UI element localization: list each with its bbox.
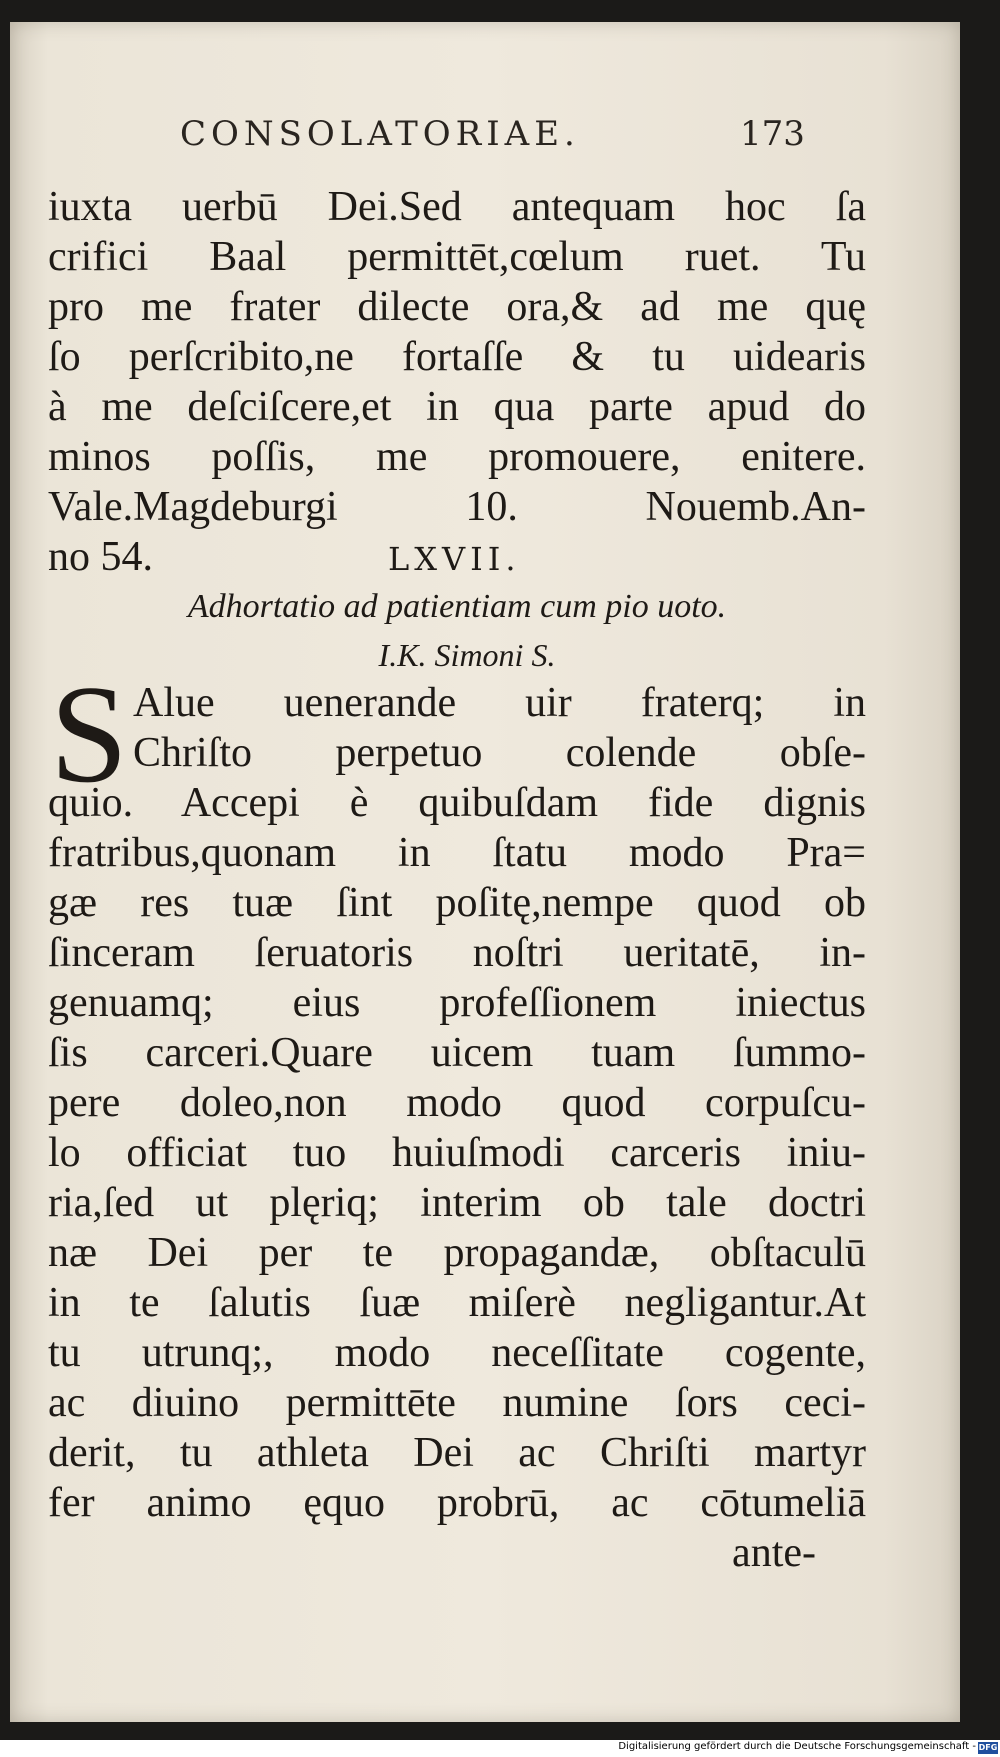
text-line: fratribus,quonam in ſtatu modo Pra= [48, 830, 866, 876]
catchword: ante- [732, 1530, 816, 1576]
text-line: fer animo ęquo probrū, ac cōtumeliā [48, 1480, 866, 1526]
text-line: ſinceram ſeruatoris noſtri ueritatē, in- [48, 930, 866, 976]
text-line: næ Dei per te propagandæ, obſtaculū [48, 1230, 866, 1276]
text-line: pro me frater dilecte ora,& ad me quę [48, 284, 866, 330]
text-line: Alue uenerande uir fraterq; in [133, 680, 866, 726]
dfg-logo-icon: DFG [978, 1743, 998, 1752]
text-line: crifici Baal permittēt,cœlum ruet. Tu [48, 234, 866, 280]
closing-date: no 54. [48, 534, 153, 580]
text-line: genuamq; eius profeſſionem iniectus [48, 980, 866, 1026]
drop-cap: S [50, 657, 128, 812]
page-header [10, 114, 960, 164]
text-line: Vale.Magdeburgi 10. Nouemb.An- [48, 484, 866, 530]
text-line: ſo perſcribito,ne fortaſſe & tu uidearis [48, 334, 866, 380]
text-line: in te ſalutis ſuæ miſerè negligantur.At [48, 1280, 866, 1326]
text-line: derit, tu athleta Dei ac Chriſti martyr [48, 1430, 866, 1476]
salutation: I.K. Simoni S. [378, 637, 556, 673]
closing-row [48, 532, 866, 582]
text-line: ſis carceri.Quare uicem tuam ſummo- [48, 1030, 866, 1076]
text-line: lo officiat tuo huiuſmodi carceris iniu- [48, 1130, 866, 1176]
book-page [10, 22, 960, 1722]
text-block [48, 182, 866, 1578]
text-line: à me deſciſcere,et in qua parte apud do [48, 384, 866, 430]
text-line: quio. Accepi è quibuſdam fide dignis [48, 780, 866, 826]
footer [0, 1740, 1000, 1757]
page-number: 173 [740, 114, 805, 154]
running-head: CONSOLATORIAE. [180, 114, 580, 154]
letter-number: LXVII. [388, 540, 521, 578]
text-line: pere doleo,non modo quod corpuſcu- [48, 1080, 866, 1126]
letter-title: Adhortatio ad patientiam cum pio uoto. [187, 588, 727, 625]
text-line: ria,ſed ut plęriq; interim ob tale doctri [48, 1180, 866, 1226]
text-line: iuxta uerbū Dei.Sed antequam hoc ſa [48, 184, 866, 230]
text-line: ac diuino permittēte numine ſors ceci- [48, 1380, 866, 1426]
text-line: gæ res tuæ ſint poſitę,nempe quod ob [48, 880, 866, 926]
funding-credit: Digitalisierung gefördert durch die Deutsche Forschungsgemeinschaft - [618, 1741, 976, 1752]
text-line: tu utrunq;, modo neceſſitate cogente, [48, 1330, 866, 1376]
text-line: Chriſto perpetuo colende obſe- [133, 730, 866, 776]
text-line: minos poſſis, me promouere, enitere. [48, 434, 866, 480]
